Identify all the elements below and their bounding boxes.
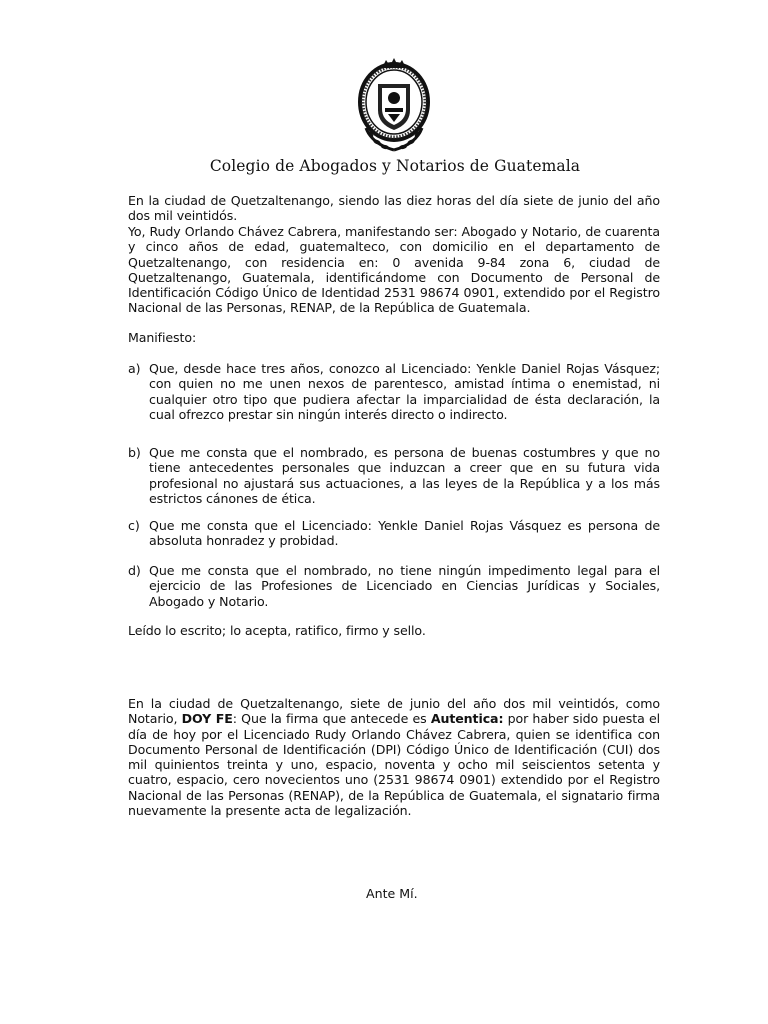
- list-item-label: a): [128, 361, 141, 376]
- coat-of-arms-seal-icon: [352, 58, 436, 154]
- declarant-paragraph: Yo, Rudy Orlando Chávez Cabrera, manifestando ser: Abogado y Notario, de cuarenta y cinco años de edad, guatemalteco, con domicilio en el departamento de Quetzaltenango, con residencia en: 0 avenida 9-84 zona 6, ciudad de Quetzaltenango, Guatemala, identificándome con Documento de Personal de Identificación Código Único de Identidad 2531 98674 0901, extendido por el Registro Nacional de las Personas, RENAP, de la República de Guatemala.: [128, 224, 660, 316]
- list-item: [128, 518, 660, 549]
- list-item-label: b): [128, 445, 141, 460]
- legalization-text-3: por haber sido puesta el día de hoy por el Licenciado Rudy Orlando Chávez Cabrera, quien se identifica con Documento Personal de Identificación (DPI) Código Único de Identificación (CUI) dos mil quinientos treinta y uno, espacio, noventa y ocho mil seiscientos setenta y cuatro, espacio, cero novecientos uno (2531 98674 0901) extendido por el Registro Nacional de las Personas (RENAP), de la República de Guatemala, el signatario firma nuevamente la presente acta de legalización.: [128, 711, 660, 819]
- closing-statement: Leído lo escrito; lo acepta, ratifico, firmo y sello.: [128, 623, 426, 638]
- legalization-paragraph: [128, 696, 660, 818]
- manifiesto-heading: Manifiesto:: [128, 330, 197, 345]
- doy-fe-text: DOY FE: [181, 711, 233, 727]
- list-item-text: Que me consta que el nombrado, no tiene ningún impedimento legal para el ejercicio de las Profesiones de Licenciado en Ciencias Jurídicas y Sociales, Abogado y Notario.: [149, 563, 660, 609]
- list-item: [128, 361, 660, 422]
- legalization-text-1: En la ciudad de Quetzaltenango, siete de junio del año dos mil veintidós, como Notario,: [128, 696, 660, 727]
- intro-date-paragraph: En la ciudad de Quetzaltenango, siendo las diez horas del día siete de junio del año dos mil veintidós.: [128, 193, 660, 224]
- autentica-text: Autentica:: [430, 711, 504, 727]
- document-title: Colegio de Abogados y Notarios de Guatemala: [209, 157, 581, 175]
- list-item-label: c): [128, 518, 140, 533]
- list-item: [128, 563, 660, 609]
- list-item-text: Que me consta que el nombrado, es persona de buenas costumbres y que no tiene antecedentes personales que induzcan a creer que en su futura vida profesional no ajustará sus actuaciones, a las leyes de la República y a los más estrictos cánones de ética.: [149, 445, 660, 506]
- legalization-text-2: : Que la firma que antecede es: [232, 711, 431, 727]
- notary-signature-line: Ante Mí.: [366, 886, 418, 901]
- list-item: [128, 445, 660, 506]
- list-item-text: Que me consta que el Licenciado: Yenkle Daniel Rojas Vásquez es persona de absoluta honradez y probidad.: [149, 518, 660, 549]
- list-item-label: d): [128, 563, 141, 578]
- list-item-text: Que, desde hace tres años, conozco al Licenciado: Yenkle Daniel Rojas Vásquez; con quien no me unen nexos de parentesco, amistad íntima o enemistad, ni cualquier otro tipo que pudiera afectar la imparcialidad de ésta declaración, la cual ofrezco prestar sin ningún interés directo o indirecto.: [149, 361, 660, 422]
